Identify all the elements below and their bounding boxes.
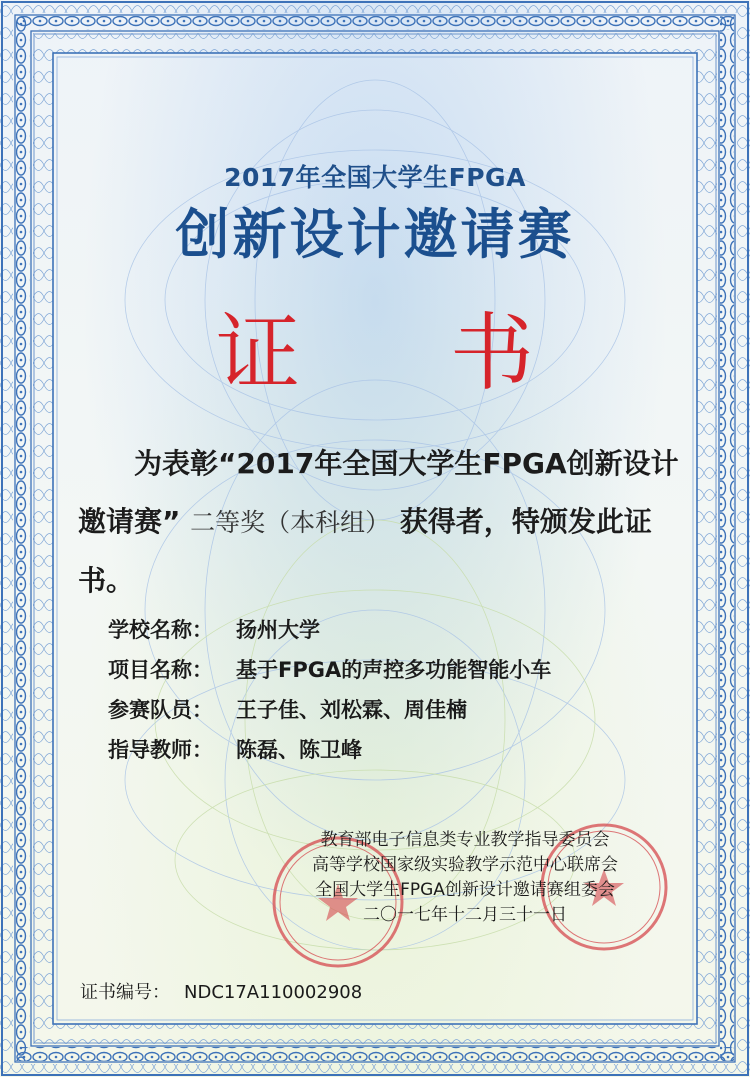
info-label: 项目名称： xyxy=(108,658,213,682)
info-value: 王子佳、刘松霖、周佳楠 xyxy=(236,698,467,722)
title-main: 创新设计邀请赛 xyxy=(175,203,575,266)
serial-number: NDC17A110002908 xyxy=(184,982,363,1003)
issue-date: 二〇一七年十二月三十一日 xyxy=(363,905,567,925)
certificate-heading: 证书 xyxy=(215,304,684,402)
title-year: 2017年全国大学生FPGA xyxy=(224,163,526,192)
info-value: 陈磊、陈卫峰 xyxy=(236,738,362,762)
award-level: 二等奖（本科组） xyxy=(190,508,391,537)
citation-part-1: 为表彰“2017年全国大学生FPGA创新设计邀请赛” xyxy=(78,447,679,538)
info-value: 扬州大学 xyxy=(236,618,320,642)
issuer-line: 教育部电子信息类专业教学指导委员会 xyxy=(320,830,610,850)
issuer-block xyxy=(270,828,660,928)
info-label: 指导教师： xyxy=(108,738,213,762)
citation-part-2: 获得者，特颁发此证书。 xyxy=(78,505,652,597)
issuer-line: 全国大学生FPGA创新设计邀请赛组委会 xyxy=(315,880,615,900)
info-value: 基于FPGA的声控多功能智能小车 xyxy=(236,658,552,682)
info-label: 参赛队员： xyxy=(108,698,213,722)
issuer-line: 高等学校国家级实验教学示范中心联席会 xyxy=(312,855,618,875)
info-label: 学校名称： xyxy=(108,618,213,642)
serial-label: 证书编号： xyxy=(80,982,170,1003)
serial-number-row xyxy=(80,978,362,1004)
